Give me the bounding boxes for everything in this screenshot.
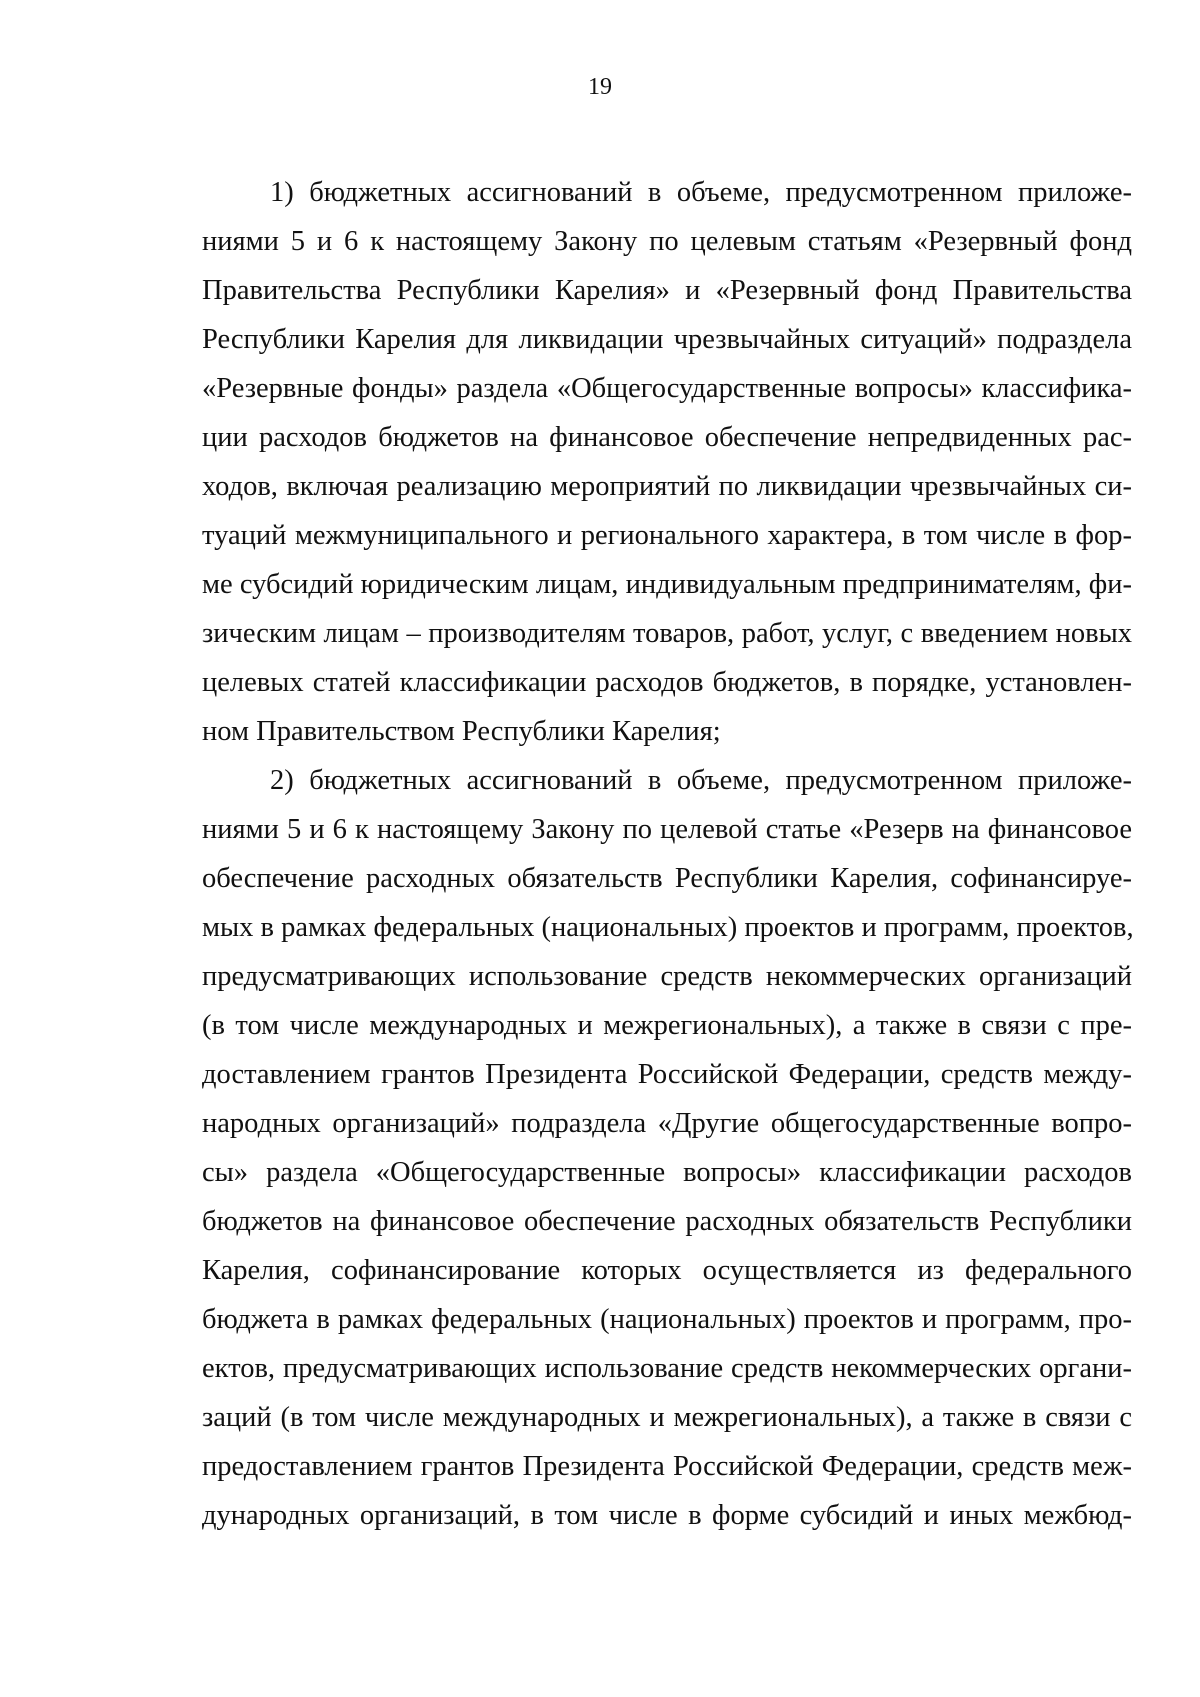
text-line: Республики Карелия для ликвидации чрезвычайных ситуаций» подраздела [202,324,1132,355]
text-line: дународных организаций, в том числе в форме субсидий и иных межбюд- [202,1500,1132,1531]
body-text [202,168,1132,1540]
text-line: сы» раздела «Общегосударственные вопросы» классификации расходов [202,1157,1132,1188]
text-line: (в том числе международных и межрегиональных), а также в связи с пре- [202,1010,1132,1041]
text-line: мых в рамках федеральных (национальных) проектов и программ, проектов, [202,912,1134,943]
text-line: ниями 5 и 6 к настоящему Закону по целевой статье «Резерв на финансовое [202,814,1132,845]
text-line: ходов, включая реализацию мероприятий по ликвидации чрезвычайных си- [202,471,1132,502]
text-line: обеспечение расходных обязательств Республики Карелия, софинансируе- [202,863,1132,894]
text-line: предоставлением грантов Президента Российской Федерации, средств меж- [202,1451,1132,1482]
text-line: бюджетов на финансовое обеспечение расходных обязательств Республики [202,1206,1132,1237]
text-line: 1) бюджетных ассигнований в объеме, предусмотренном приложе- [270,177,1132,208]
page-number: 19 [588,74,612,100]
text-line: заций (в том числе международных и межрегиональных), а также в связи с [202,1402,1132,1433]
text-line: бюджета в рамках федеральных (национальных) проектов и программ, про- [202,1304,1132,1335]
text-line: 2) бюджетных ассигнований в объеме, предусмотренном приложе- [270,765,1132,796]
paragraph-1 [202,168,1132,756]
text-line: «Резервные фонды» раздела «Общегосударственные вопросы» классифика- [202,373,1132,404]
text-line: ции расходов бюджетов на финансовое обеспечение непредвиденных рас- [202,422,1132,453]
text-line: доставлением грантов Президента Российской Федерации, средств между- [202,1059,1132,1090]
text-line: ектов, предусматривающих использование средств некоммерческих органи- [202,1353,1132,1384]
text-line: народных организаций» подраздела «Другие общегосударственные вопро- [202,1108,1132,1139]
text-line: туаций межмуниципального и регионального характера, в том числе в фор- [202,520,1132,551]
text-line: предусматривающих использование средств некоммерческих организаций [202,961,1132,992]
paragraph-2 [202,756,1132,1540]
text-line: ме субсидий юридическим лицам, индивидуальным предпринимателям, фи- [202,569,1132,600]
text-line: Правительства Республики Карелия» и «Резервный фонд Правительства [202,275,1132,306]
text-line: целевых статей классификации расходов бюджетов, в порядке, установлен- [202,667,1132,698]
text-line: Карелия, софинансирование которых осуществляется из федерального [202,1255,1132,1286]
text-line: ниями 5 и 6 к настоящему Закону по целевым статьям «Резервный фонд [202,226,1132,257]
text-line: зическим лицам – производителям товаров, работ, услуг, с введением новых [202,618,1132,649]
text-line: ном Правительством Республики Карелия; [202,716,721,747]
